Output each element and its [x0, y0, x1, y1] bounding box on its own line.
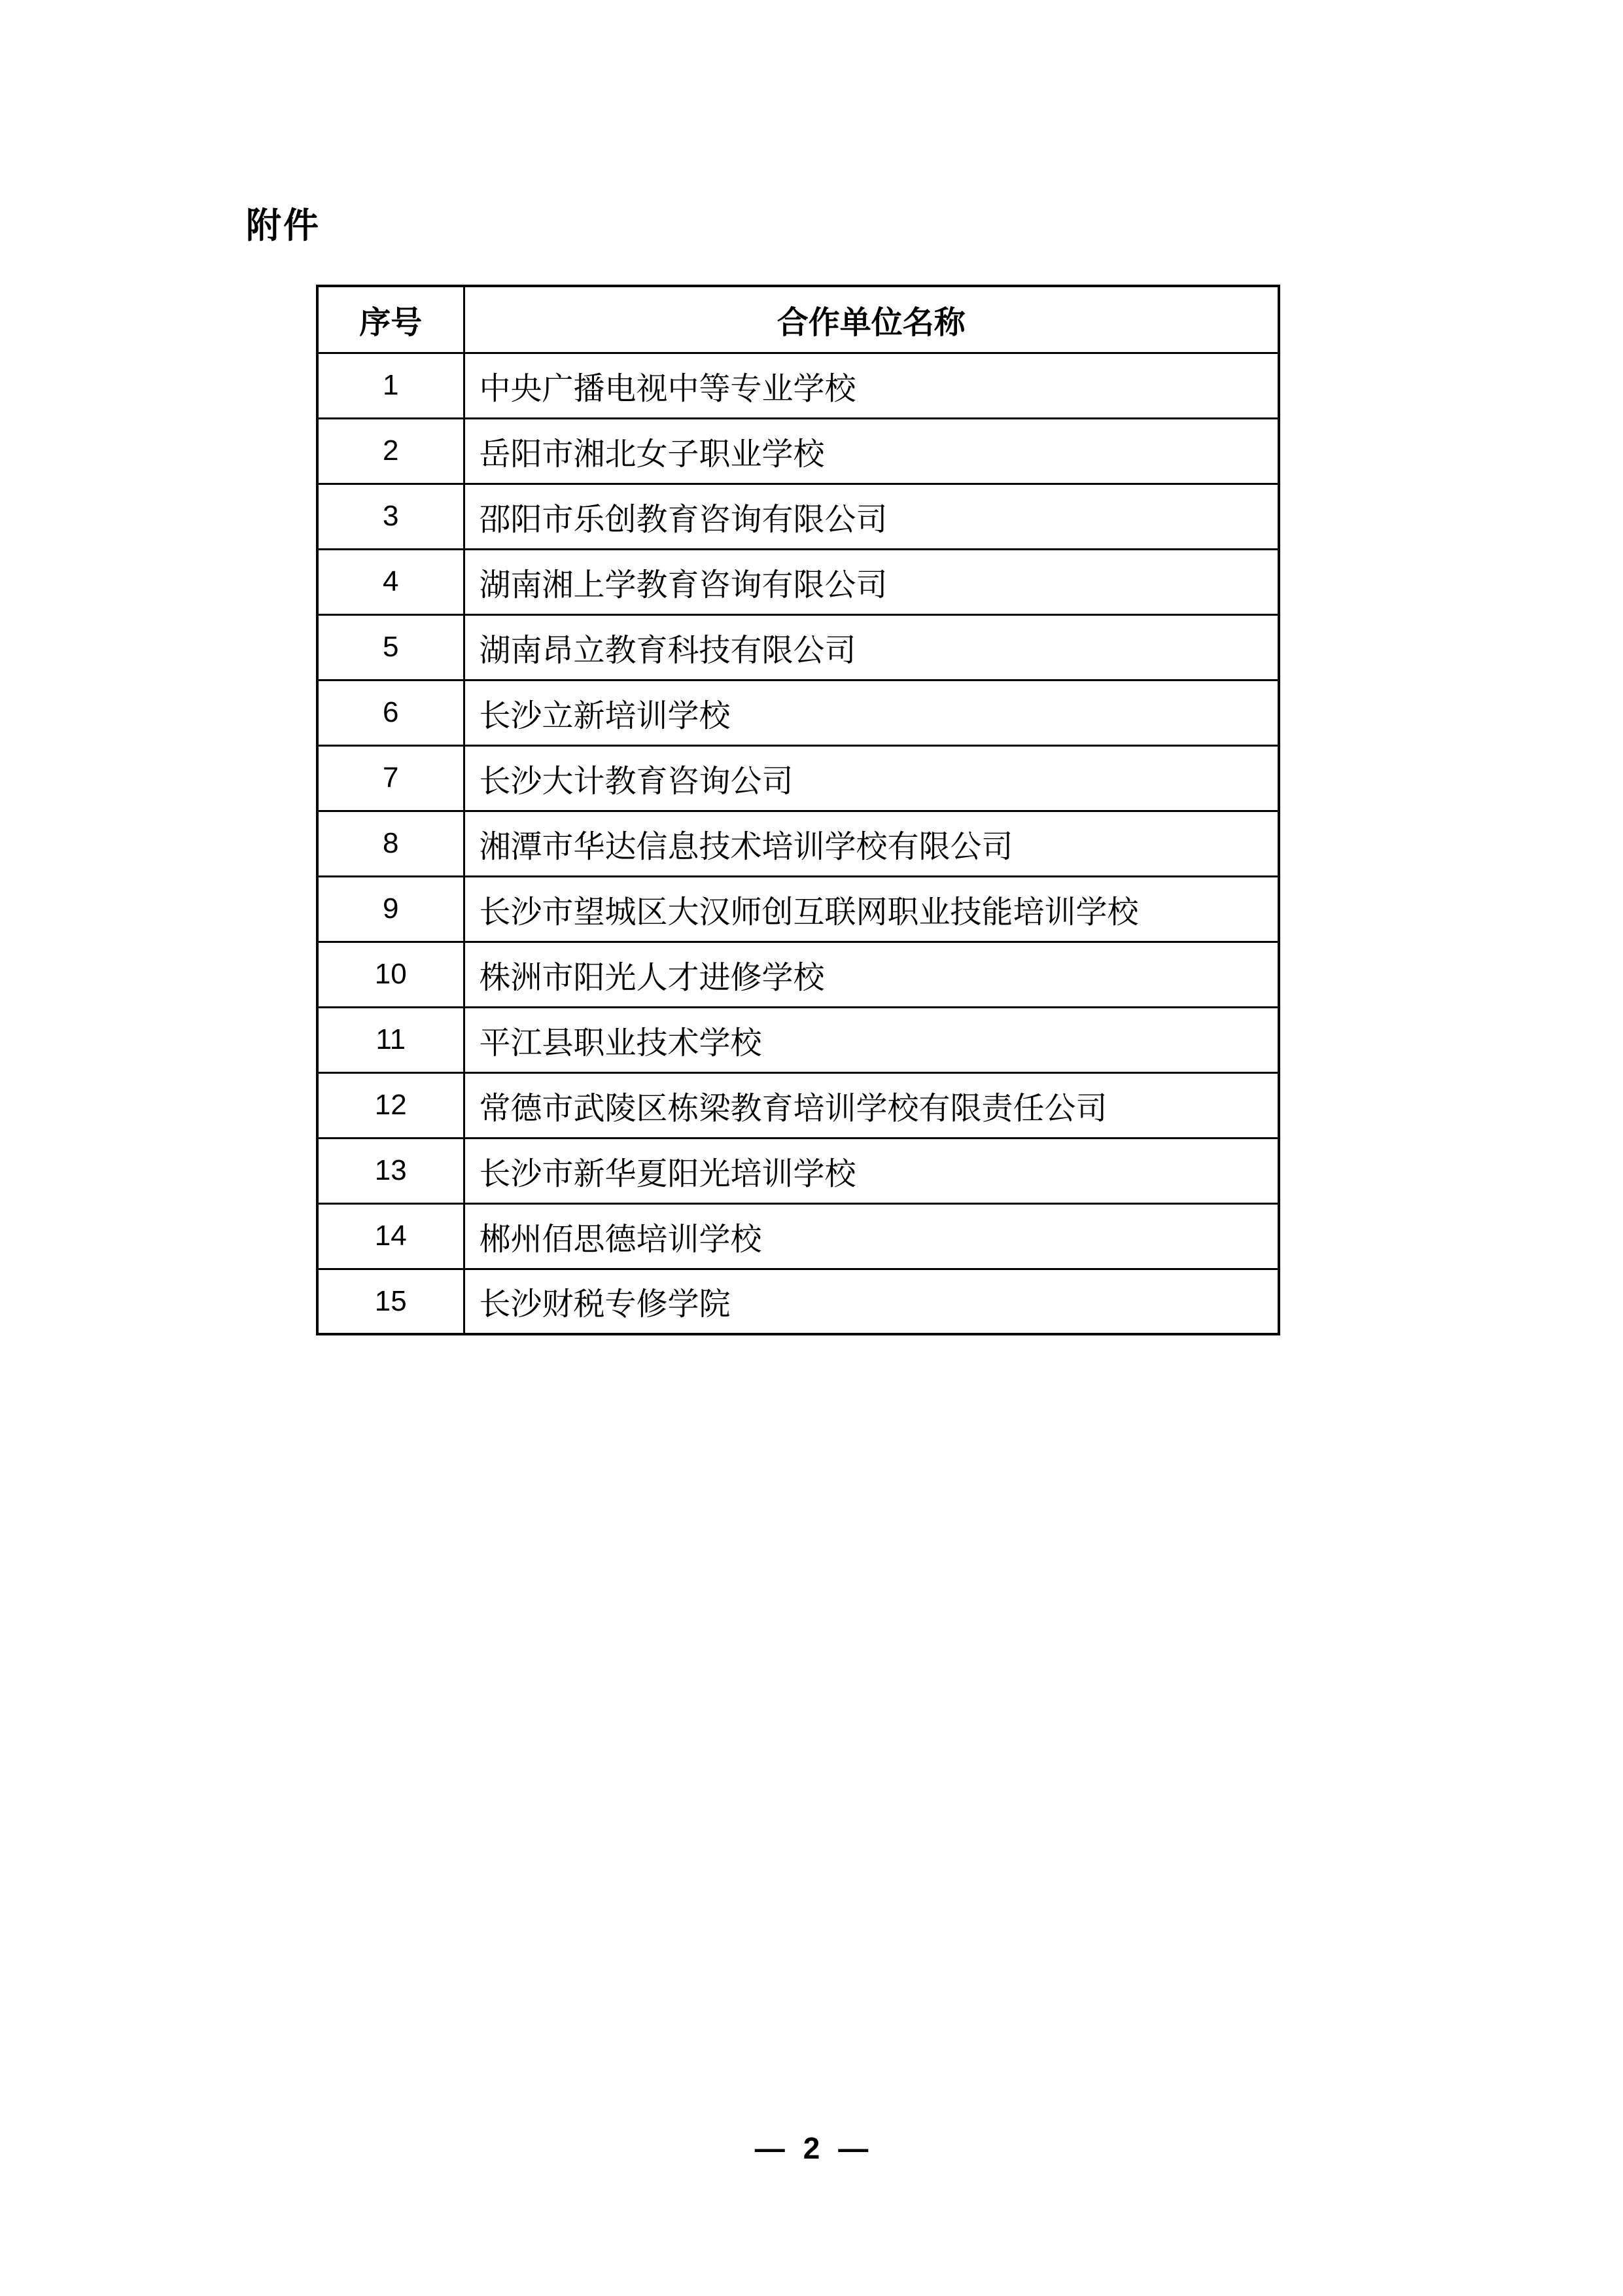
row-index: 11: [317, 1007, 464, 1072]
unit-name: 平江县职业技术学校: [464, 1007, 1279, 1072]
page-footer: [0, 2133, 1623, 2163]
table-row: [317, 1203, 1279, 1269]
footer-right-dash: —: [838, 2131, 869, 2165]
table-row: [317, 811, 1279, 876]
table-row: [317, 1072, 1279, 1138]
unit-name: 株洲市阳光人才进修学校: [464, 942, 1279, 1007]
row-index: 9: [317, 876, 464, 942]
unit-name: 湖南湘上学教育咨询有限公司: [464, 549, 1279, 614]
row-index: 14: [317, 1203, 464, 1269]
row-index: 3: [317, 484, 464, 549]
footer-page-number: 2: [803, 2131, 820, 2165]
row-index: 8: [317, 811, 464, 876]
table-row: [317, 353, 1279, 418]
row-index: 5: [317, 614, 464, 680]
unit-name: 长沙市新华夏阳光培训学校: [464, 1138, 1279, 1203]
table-body: [317, 353, 1279, 1334]
row-index: 7: [317, 745, 464, 811]
unit-name: 长沙大计教育咨询公司: [464, 745, 1279, 811]
cooperation-units-table: [316, 285, 1280, 1335]
row-index: 4: [317, 549, 464, 614]
unit-name: 中央广播电视中等专业学校: [464, 353, 1279, 418]
unit-name: 郴州佰思德培训学校: [464, 1203, 1279, 1269]
table-row: [317, 1138, 1279, 1203]
attachment-label: 附件: [246, 206, 321, 245]
unit-name: 邵阳市乐创教育咨询有限公司: [464, 484, 1279, 549]
unit-name: 湖南昂立教育科技有限公司: [464, 614, 1279, 680]
row-index: 10: [317, 942, 464, 1007]
table-row: [317, 876, 1279, 942]
row-index: 12: [317, 1072, 464, 1138]
unit-name: 常德市武陵区栋梁教育培训学校有限责任公司: [464, 1072, 1279, 1138]
table-header-row: [317, 286, 1279, 353]
table-row: [317, 418, 1279, 484]
table-row: [317, 942, 1279, 1007]
unit-name: 长沙财税专修学院: [464, 1269, 1279, 1334]
unit-name: 长沙市望城区大汉师创互联网职业技能培训学校: [464, 876, 1279, 942]
row-index: 1: [317, 353, 464, 418]
unit-name: 长沙立新培训学校: [464, 680, 1279, 745]
table-row: [317, 745, 1279, 811]
header-unit-name: 合作单位名称: [464, 286, 1279, 353]
table-row: [317, 1269, 1279, 1334]
row-index: 13: [317, 1138, 464, 1203]
row-index: 2: [317, 418, 464, 484]
footer-left-dash: —: [754, 2131, 785, 2165]
table-header: [317, 286, 1279, 353]
table-row: [317, 1007, 1279, 1072]
table-row: [317, 549, 1279, 614]
table-row: [317, 680, 1279, 745]
row-index: 6: [317, 680, 464, 745]
header-index: 序号: [317, 286, 464, 353]
table-row: [317, 614, 1279, 680]
row-index: 15: [317, 1269, 464, 1334]
table-row: [317, 484, 1279, 549]
unit-name: 岳阳市湘北女子职业学校: [464, 418, 1279, 484]
unit-name: 湘潭市华达信息技术培训学校有限公司: [464, 811, 1279, 876]
